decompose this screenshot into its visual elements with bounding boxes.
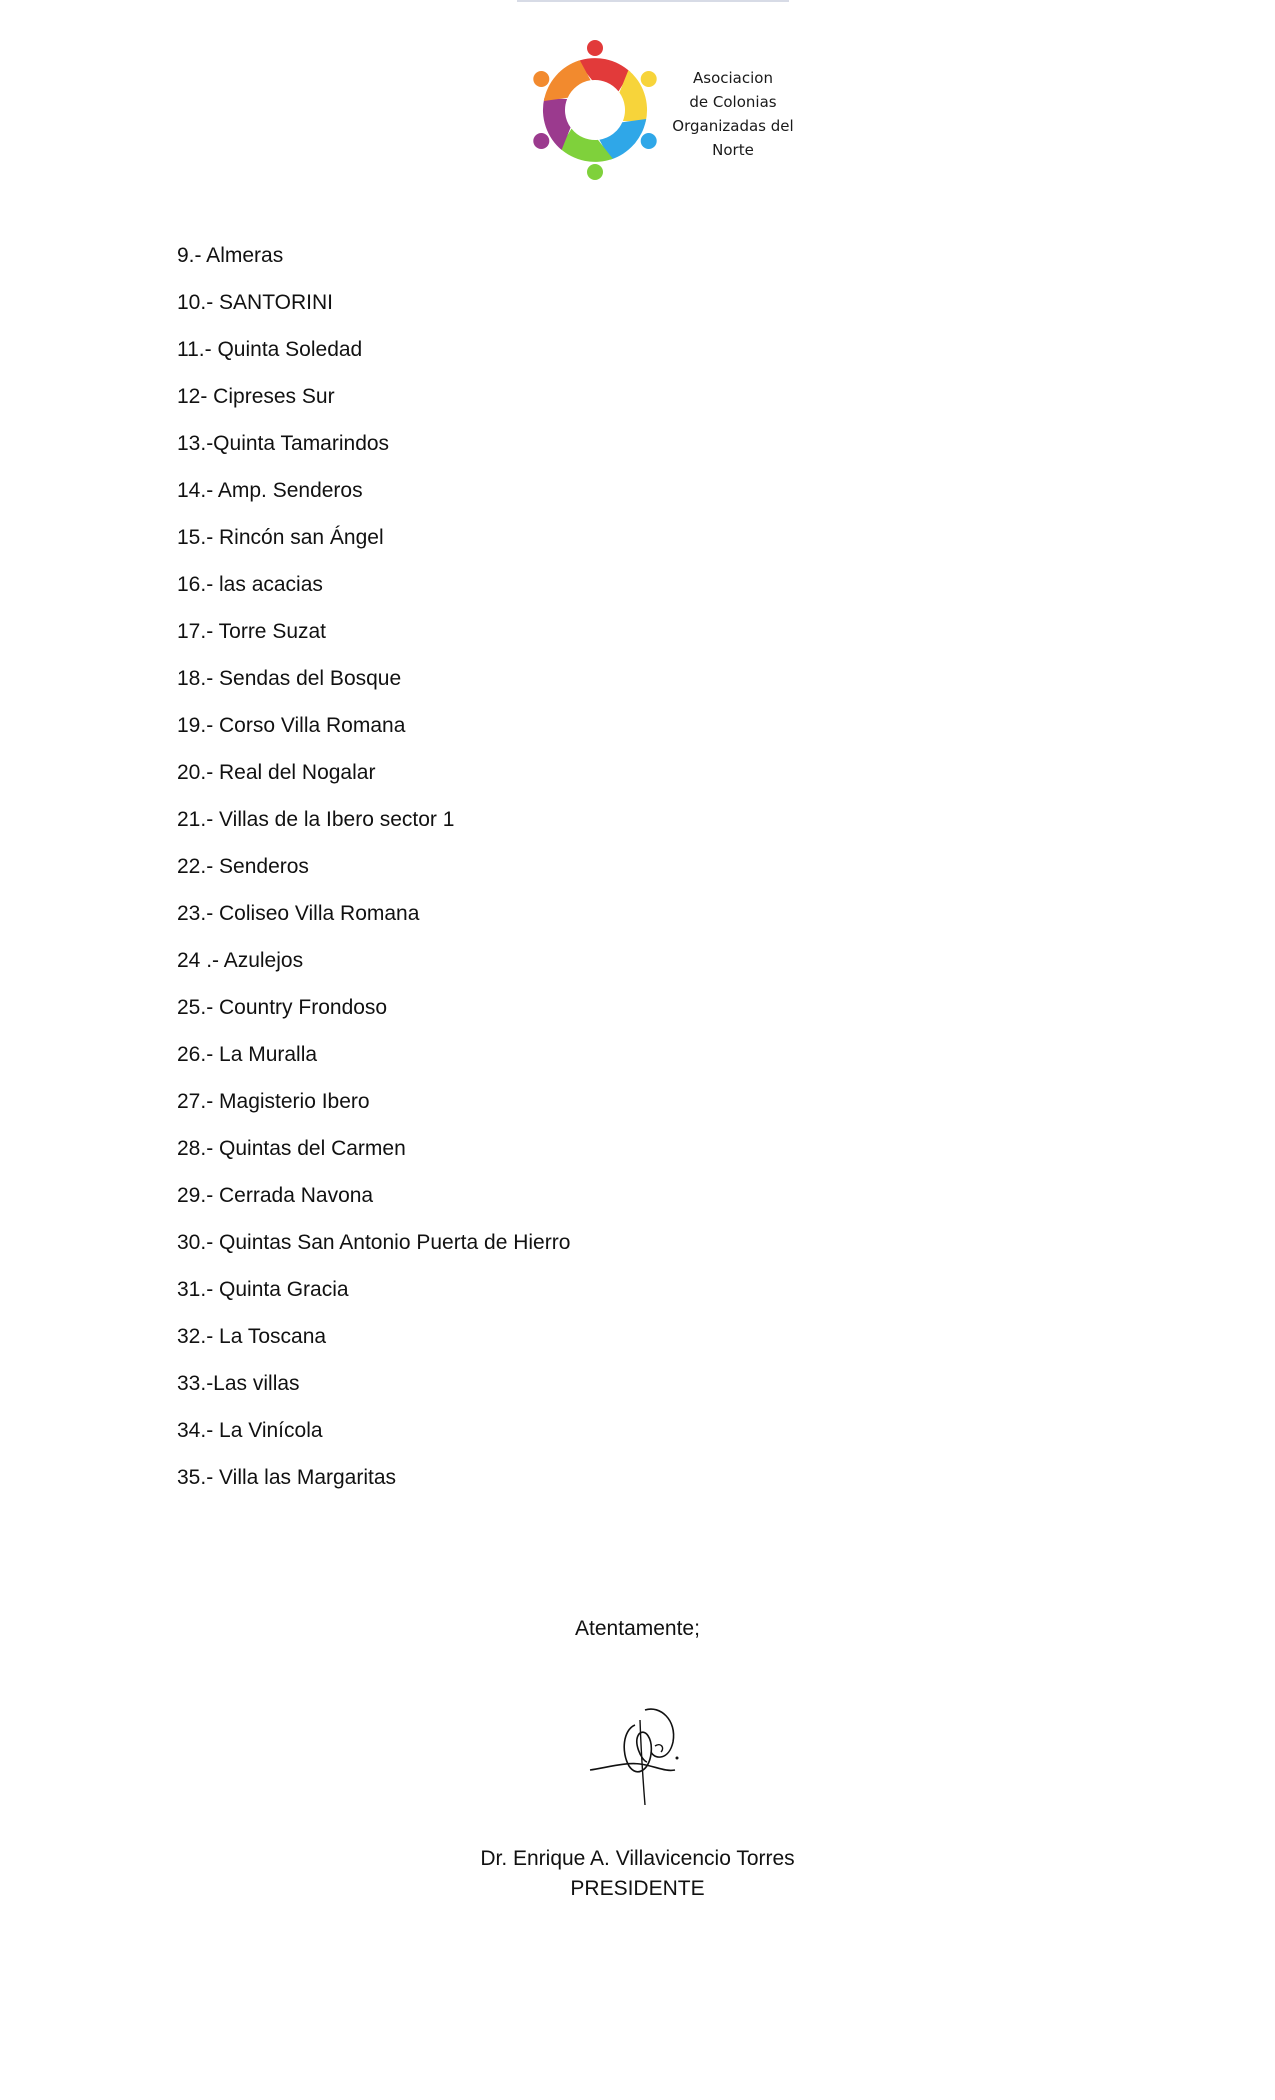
top-rule <box>517 0 789 2</box>
signer-title: PRESIDENTE <box>570 1877 705 1900</box>
colonias-list <box>177 240 570 1509</box>
signature-icon <box>585 1690 695 1810</box>
letterhead <box>520 28 794 198</box>
list-item: 24 .- Azulejos <box>177 949 304 972</box>
list-item: 22.- Senderos <box>177 855 309 878</box>
association-logo-icon <box>520 28 670 193</box>
signer-block <box>0 1844 1275 1904</box>
list-item: 15.- Rincón san Ángel <box>177 526 384 549</box>
list-item: 11.- Quinta Soledad <box>177 338 363 361</box>
list-item: 25.- Country Frondoso <box>177 996 388 1019</box>
logo-figure-head <box>641 71 657 87</box>
salutation: Atentamente; <box>575 1617 700 1640</box>
list-item: 20.- Real del Nogalar <box>177 761 376 784</box>
logo-figure-head <box>533 71 549 87</box>
list-item: 27.- Magisterio Ibero <box>177 1090 370 1113</box>
organization-name: Asociacion de Colonias Organizadas del Norte <box>672 69 794 159</box>
logo-figure-head <box>587 164 603 180</box>
list-item: 10.- SANTORINI <box>177 291 333 314</box>
list-item: 33.-Las villas <box>177 1372 300 1395</box>
list-item: 16.- las acacias <box>177 573 323 596</box>
list-item: 28.- Quintas del Carmen <box>177 1137 406 1160</box>
list-item: 29.- Cerrada Navona <box>177 1184 374 1207</box>
list-item: 12- Cipreses Sur <box>177 385 335 408</box>
list-item: 23.- Coliseo Villa Romana <box>177 902 420 925</box>
logo-figure-head <box>641 133 657 149</box>
logo-figure-head <box>533 133 549 149</box>
logo-figure-head <box>587 40 603 56</box>
list-item: 19.- Corso Villa Romana <box>177 714 406 737</box>
list-item: 14.- Amp. Senderos <box>177 479 363 502</box>
list-item: 34.- La Vinícola <box>177 1419 323 1442</box>
list-item: 26.- La Muralla <box>177 1043 318 1066</box>
list-item: 9.- Almeras <box>177 244 284 267</box>
list-item: 35.- Villa las Margaritas <box>177 1466 397 1489</box>
list-item: 32.- La Toscana <box>177 1325 327 1348</box>
signer-name: Dr. Enrique A. Villavicencio Torres <box>480 1847 795 1870</box>
list-item: 17.- Torre Suzat <box>177 620 327 643</box>
list-item: 30.- Quintas San Antonio Puerta de Hierro <box>177 1231 571 1254</box>
list-item: 13.-Quinta Tamarindos <box>177 432 390 455</box>
list-item: 18.- Sendas del Bosque <box>177 667 402 690</box>
list-item: 31.- Quinta Gracia <box>177 1278 349 1301</box>
list-item: 21.- Villas de la Ibero sector 1 <box>177 808 455 831</box>
